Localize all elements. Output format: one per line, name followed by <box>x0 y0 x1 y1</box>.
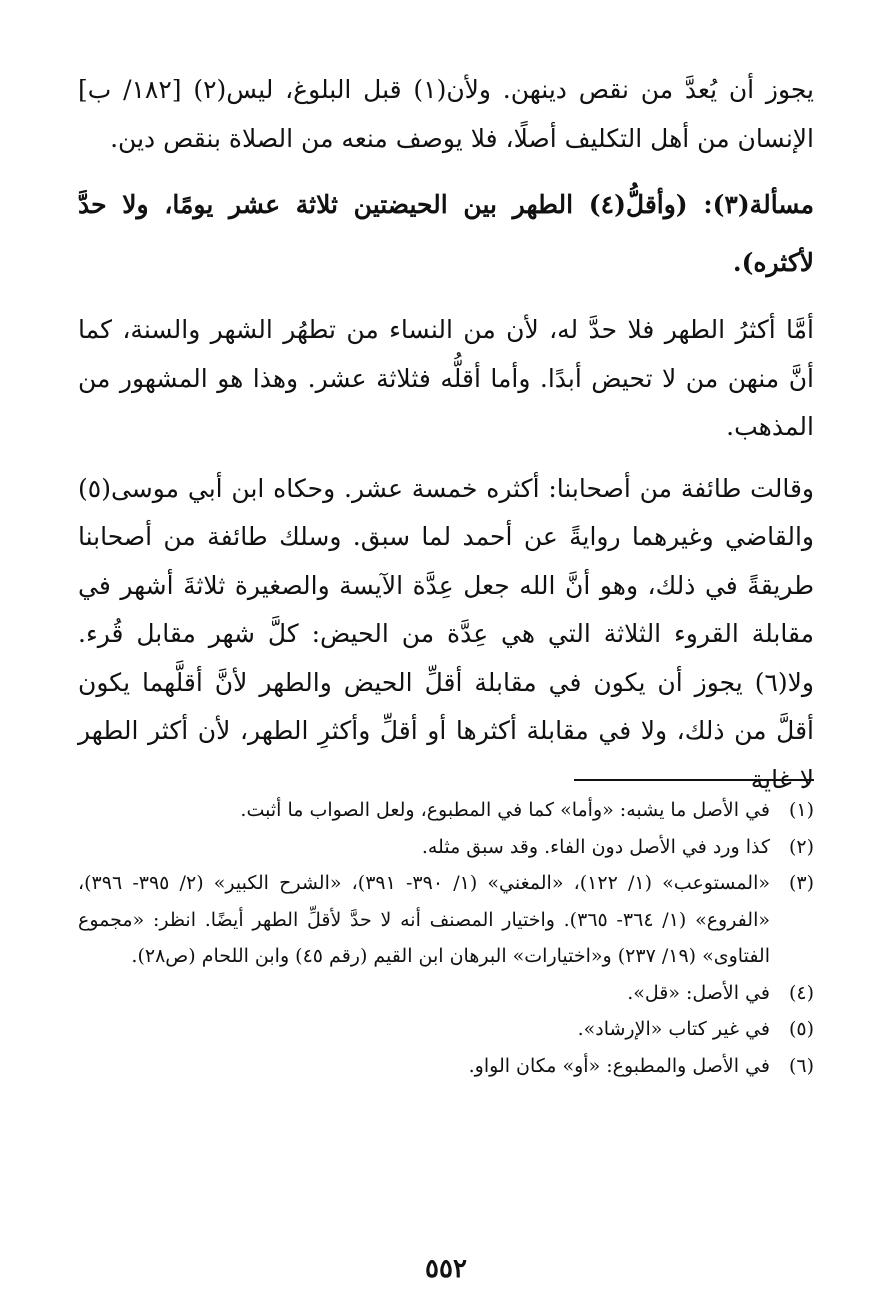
footnote-5 <box>78 1011 814 1048</box>
footnote-6 <box>78 1048 814 1085</box>
footnote-3 <box>78 865 814 975</box>
footnote-number: (٦) <box>788 1054 814 1077</box>
footnote-text: في الأصل: «قل». <box>627 981 770 1004</box>
footnote-number: (٢) <box>788 835 814 858</box>
footnote-1 <box>78 792 814 829</box>
footnote-4 <box>78 975 814 1012</box>
footnote-number: (٣) <box>788 872 814 894</box>
main-text <box>78 66 814 804</box>
book-page <box>78 66 814 1290</box>
footnote-text: «المستوعب» (١/ ١٢٢)، «المغني» (١/ ٣٩٠- ٣٩١)، «الشرح الكبير» (٢/ ٣٩٥- ٣٩٦)، «الفروع» (١/ ٣٦٤- ٣٦٥). واختيار المصنف أنه لا حدَّ لأقلِّ الطهر أيضًا. انظر: «مجموع الفتاوى» (١٩/ ٢٣٧) و«اختيارات» البرهان ابن القيم (رقم ٤٥) وابن اللحام (ص٢٨). <box>78 872 770 967</box>
paragraph-continuation: يجوز أن يُعدَّ من نقص دينهن. ولأن(١) قبل البلوغ، ليس(٢) [١٨٢/ ب] الإنسان من أهل التكليف أصلًا، فلا يوصف منعه من الصلاة بنقص دين. <box>78 75 814 153</box>
footnote-2 <box>78 829 814 866</box>
footnote-text: في غير كتاب «الإرشاد». <box>577 1018 770 1040</box>
paragraph-companions-view: وقالت طائفة من أصحابنا: أكثره خمسة عشر. وحكاه ابن أبي موسى(٥) والقاضي وغيرهما روايةً عن أحمد لما سبق. وسلك طائفة من أصحابنا طريقةً في ذلك، وهو أنَّ الله جعل عِدَّة الآيسة والصغيرة ثلاثةَ أشهر في مقابلة القروء الثلاثة التي هي عِدَّة من الحيض: كلَّ شهر مقابل قُرء. ولا(٦) يجوز أن يكون في مقابلة أقلِّ الحيض والطهر لأنَّ أقلَّهما يكون أقلَّ من ذلك، ولا في مقابلة أكثرها أو أقلِّ وأكثرِ الطهر، لأن أكثر الطهر لا غاية <box>78 473 814 794</box>
footnote-number: (٥) <box>788 1018 814 1040</box>
footnote-number: (١) <box>788 799 814 821</box>
footnote-text: كذا ورد في الأصل دون الفاء. وقد سبق مثله. <box>421 835 770 858</box>
page-number: ٥٥٢ <box>425 1254 467 1284</box>
footnote-number: (٤) <box>788 981 814 1004</box>
footnote-text: في الأصل ما يشبه: «وأما» كما في المطبوع، ولعل الصواب ما أثبت. <box>240 799 770 821</box>
footnote-text: في الأصل والمطبوع: «أو» مكان الواو. <box>468 1054 770 1077</box>
footnotes-list <box>78 792 814 1084</box>
issue-heading: مسألة(٣): (وأقلُّ(٤) الطهر بين الحيضتين ثلاثة عشر يومًا، ولا حدَّ لأكثره). <box>78 190 815 277</box>
footnote-divider <box>574 779 814 781</box>
paragraph-max-purity: أمَّا أكثرُ الطهر فلا حدَّ له، لأن من النساء من تطهُر الشهر والسنة، كما أنَّ منهن من لا تحيض أبدًا. وأما أقلُّه فثلاثة عشر. وهذا هو المشهور من المذهب. <box>78 315 814 441</box>
